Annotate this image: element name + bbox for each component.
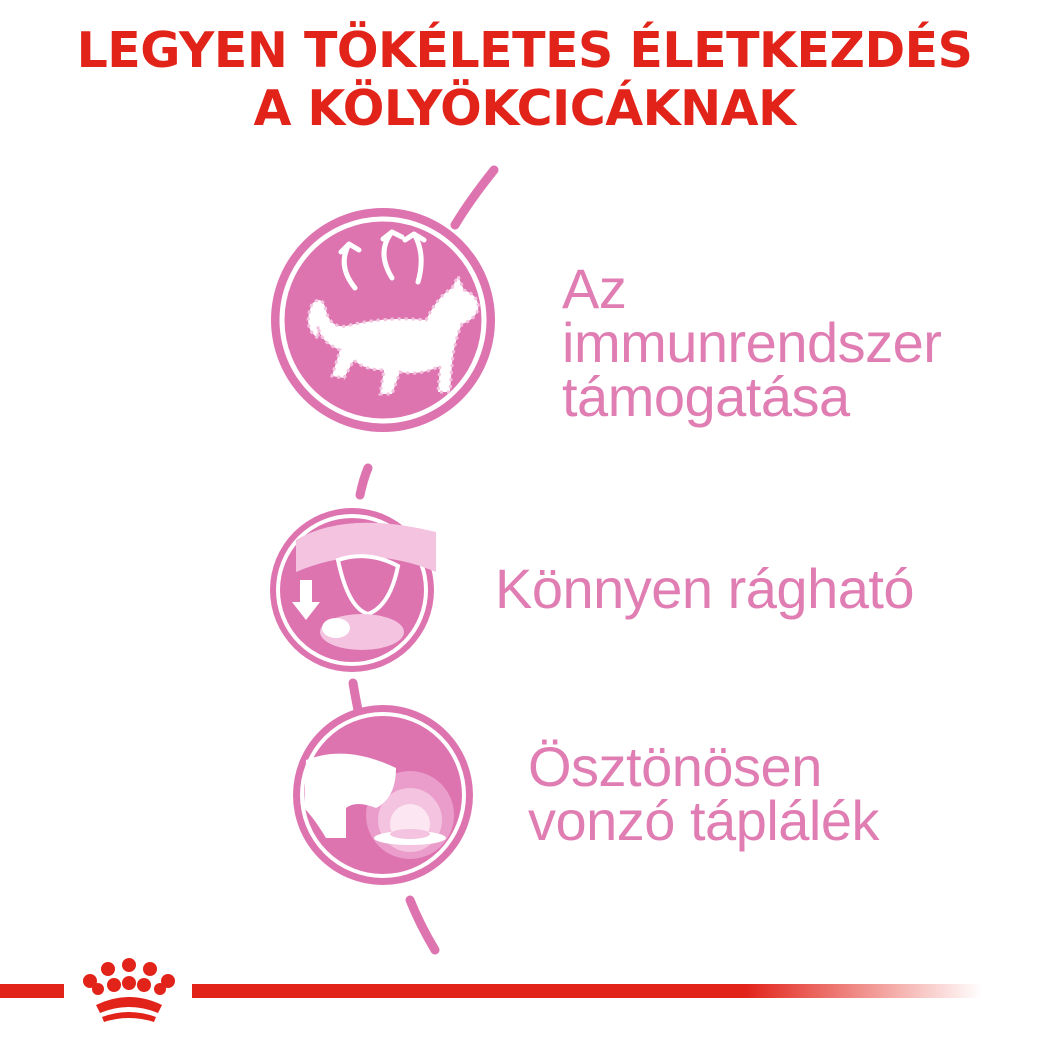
royal-canin-crown-icon xyxy=(68,955,190,1027)
benefit-chew-text xyxy=(495,557,915,620)
benefit-immunity-line-2: immunrendszer xyxy=(562,311,942,374)
benefit-immunity-line-3: támogatása xyxy=(562,365,850,428)
benefit-immunity-line-1: Az xyxy=(562,257,627,320)
footer-line-right xyxy=(192,984,982,998)
footer-line-left xyxy=(0,984,64,998)
arc-segment-top xyxy=(455,170,494,225)
kitten-immunity-icon xyxy=(271,208,495,432)
benefit-appeal-line-1: Ösztönösen xyxy=(528,735,822,798)
headline-line-2: A KÖLYÖKCICÁKNAK xyxy=(253,80,796,137)
benefit-immunity-text xyxy=(562,257,942,428)
arc-segment-bottom xyxy=(410,900,435,950)
arc-segment-2 xyxy=(353,683,358,710)
headline-line-1: LEGYEN TÖKÉLETES ÉLETKEZDÉS xyxy=(76,22,973,79)
arc-segment-1 xyxy=(360,468,368,495)
easy-chew-food-icon xyxy=(270,508,436,672)
benefit-appeal-line-2: vonzó táplálék xyxy=(528,789,880,852)
benefit-appeal-text xyxy=(528,735,880,852)
benefit-chew-line-1: Könnyen rágható xyxy=(495,557,915,620)
kitten-eating-bowl-icon xyxy=(293,705,473,885)
